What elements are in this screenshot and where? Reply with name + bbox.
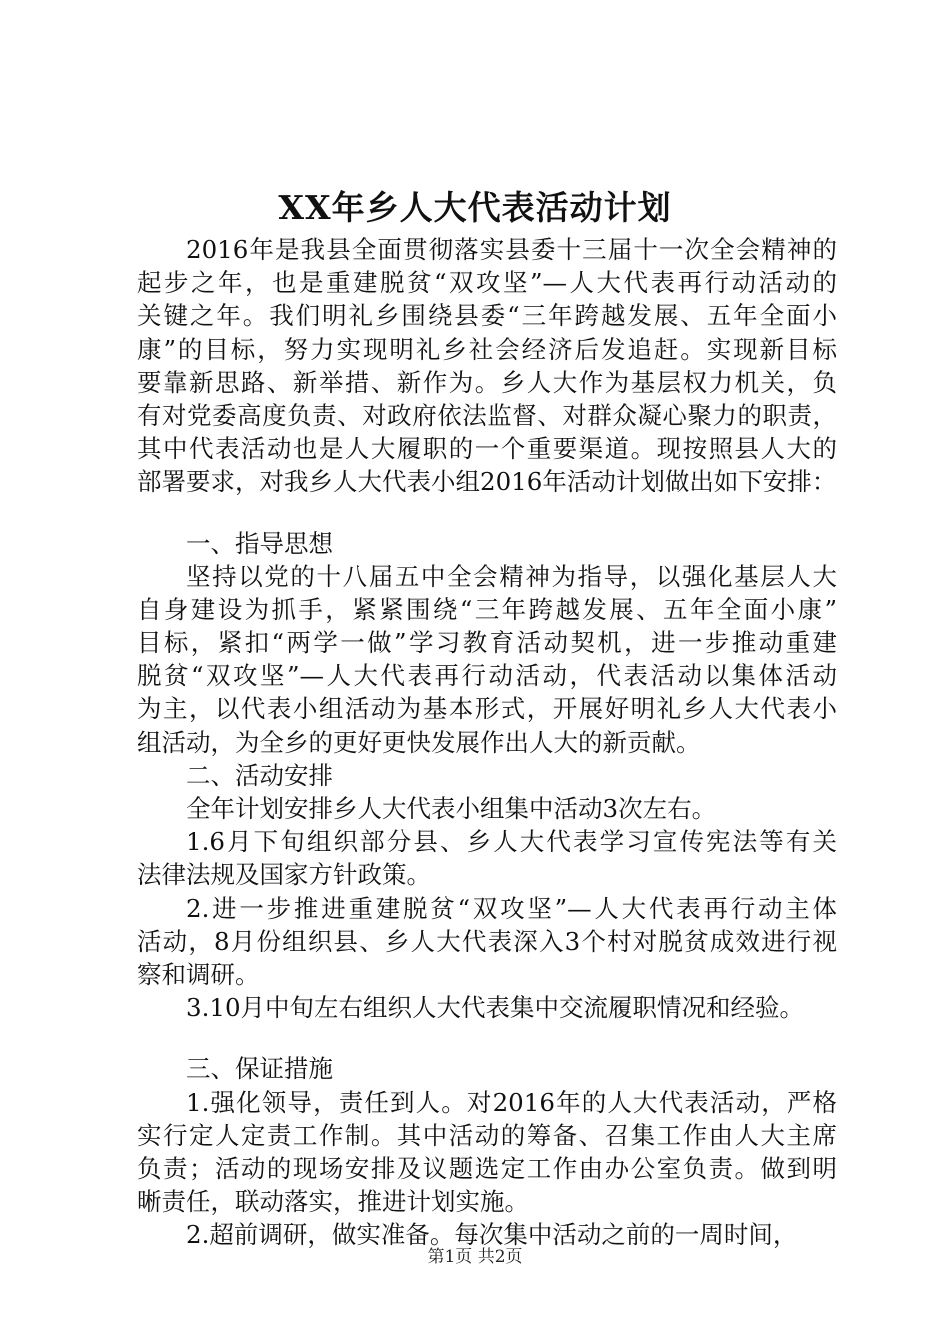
paragraph-line: 坚持以党的十八届五中全会精神为指导，以强化基层人大	[186, 561, 837, 591]
page-footer: 第1页 共2页	[427, 1247, 523, 1267]
list-item-line: 活动，8月份组织县、乡人大代表深入3个村对脱贫成效进行视	[137, 926, 837, 956]
section-guarantee-measures	[137, 1052, 837, 1251]
list-item-line: 实行定人定责工作制。其中活动的筹备、召集工作由人大主席	[137, 1120, 837, 1150]
paragraph-line: 全年计划安排乡人大代表小组集中活动3次左右。	[186, 794, 717, 823]
list-item-line: 2.进一步推进重建脱贫“双攻坚”—人大代表再行动主体	[186, 893, 837, 923]
paragraph-line: 关键之年。我们明礼乡围绕县委“三年跨越发展、五年全面小	[137, 301, 837, 331]
paragraph-line: 组活动，为全乡的更好更快发展作出人大的新贡献。	[137, 727, 701, 757]
list-item-line: 察和调研。	[137, 959, 260, 989]
intro-paragraph	[137, 233, 837, 499]
paragraph-gap	[137, 1024, 837, 1052]
section-activity-arrangement	[137, 759, 837, 1025]
paragraph-line: 康”的目标，努力实现明礼乡社会经济后发追赶。实现新目标	[137, 334, 837, 364]
list-item-line: 负责；活动的现场安排及议题选定工作由办公室负责。做到明	[137, 1153, 837, 1183]
paragraph-line: 其中代表活动也是人大履职的一个重要渠道。现按照县人大的	[137, 434, 837, 464]
paragraph-gap	[137, 499, 837, 527]
section-heading: 二、活动安排	[186, 760, 333, 790]
list-item-line: 法律法规及国家方针政策。	[137, 860, 431, 890]
paragraph-line: 要靠新思路、新举措、新作为。乡人大作为基层权力机关，负	[137, 367, 837, 397]
list-item-line: 1.6月下旬组织部分县、乡人大代表学习宣传宪法等有关	[186, 827, 837, 857]
paragraph-line: 部署要求，对我乡人大代表小组2016年活动计划做出如下安排：	[137, 467, 837, 497]
paragraph-line: 目标，紧扣“两学一做”学习教育活动契机，进一步推动重建	[137, 628, 837, 658]
list-item-line: 3.10月中旬左右组织人大代表集中交流履职情况和经验。	[186, 993, 805, 1023]
paragraph-line: 有对党委高度负责、对政府依法监督、对群众凝心聚力的职责，	[137, 400, 837, 430]
paragraph-line: 为主，以代表小组活动为基本形式，开展好明礼乡人大代表小	[137, 694, 837, 724]
list-item-line: 2.超前调研，做实准备。每次集中活动之前的一周时间，	[186, 1220, 798, 1250]
list-item-line: 晰责任，联动落实，推进计划实施。	[137, 1187, 529, 1217]
paragraph-line: 起步之年，也是重建脱贫“双攻坚”—人大代表再行动活动的	[137, 268, 837, 298]
list-item-line: 1.强化领导，责任到人。对2016年的人大代表活动，严格	[186, 1087, 837, 1117]
paragraph-line: 2016年是我县全面贯彻落实县委十三届十一次全会精神的	[186, 235, 837, 264]
section-heading: 三、保证措施	[186, 1054, 333, 1084]
section-guiding-ideology	[137, 527, 837, 759]
document-body	[137, 233, 837, 1251]
paragraph-line: 脱贫“双攻坚”—人大代表再行动活动，代表活动以集体活动	[137, 661, 837, 691]
paragraph-line: 自身建设为抓手，紧紧围绕“三年跨越发展、五年全面小康”	[137, 594, 837, 624]
section-heading: 一、指导思想	[186, 528, 333, 558]
document-title: XX年乡人大代表活动计划	[278, 188, 672, 227]
